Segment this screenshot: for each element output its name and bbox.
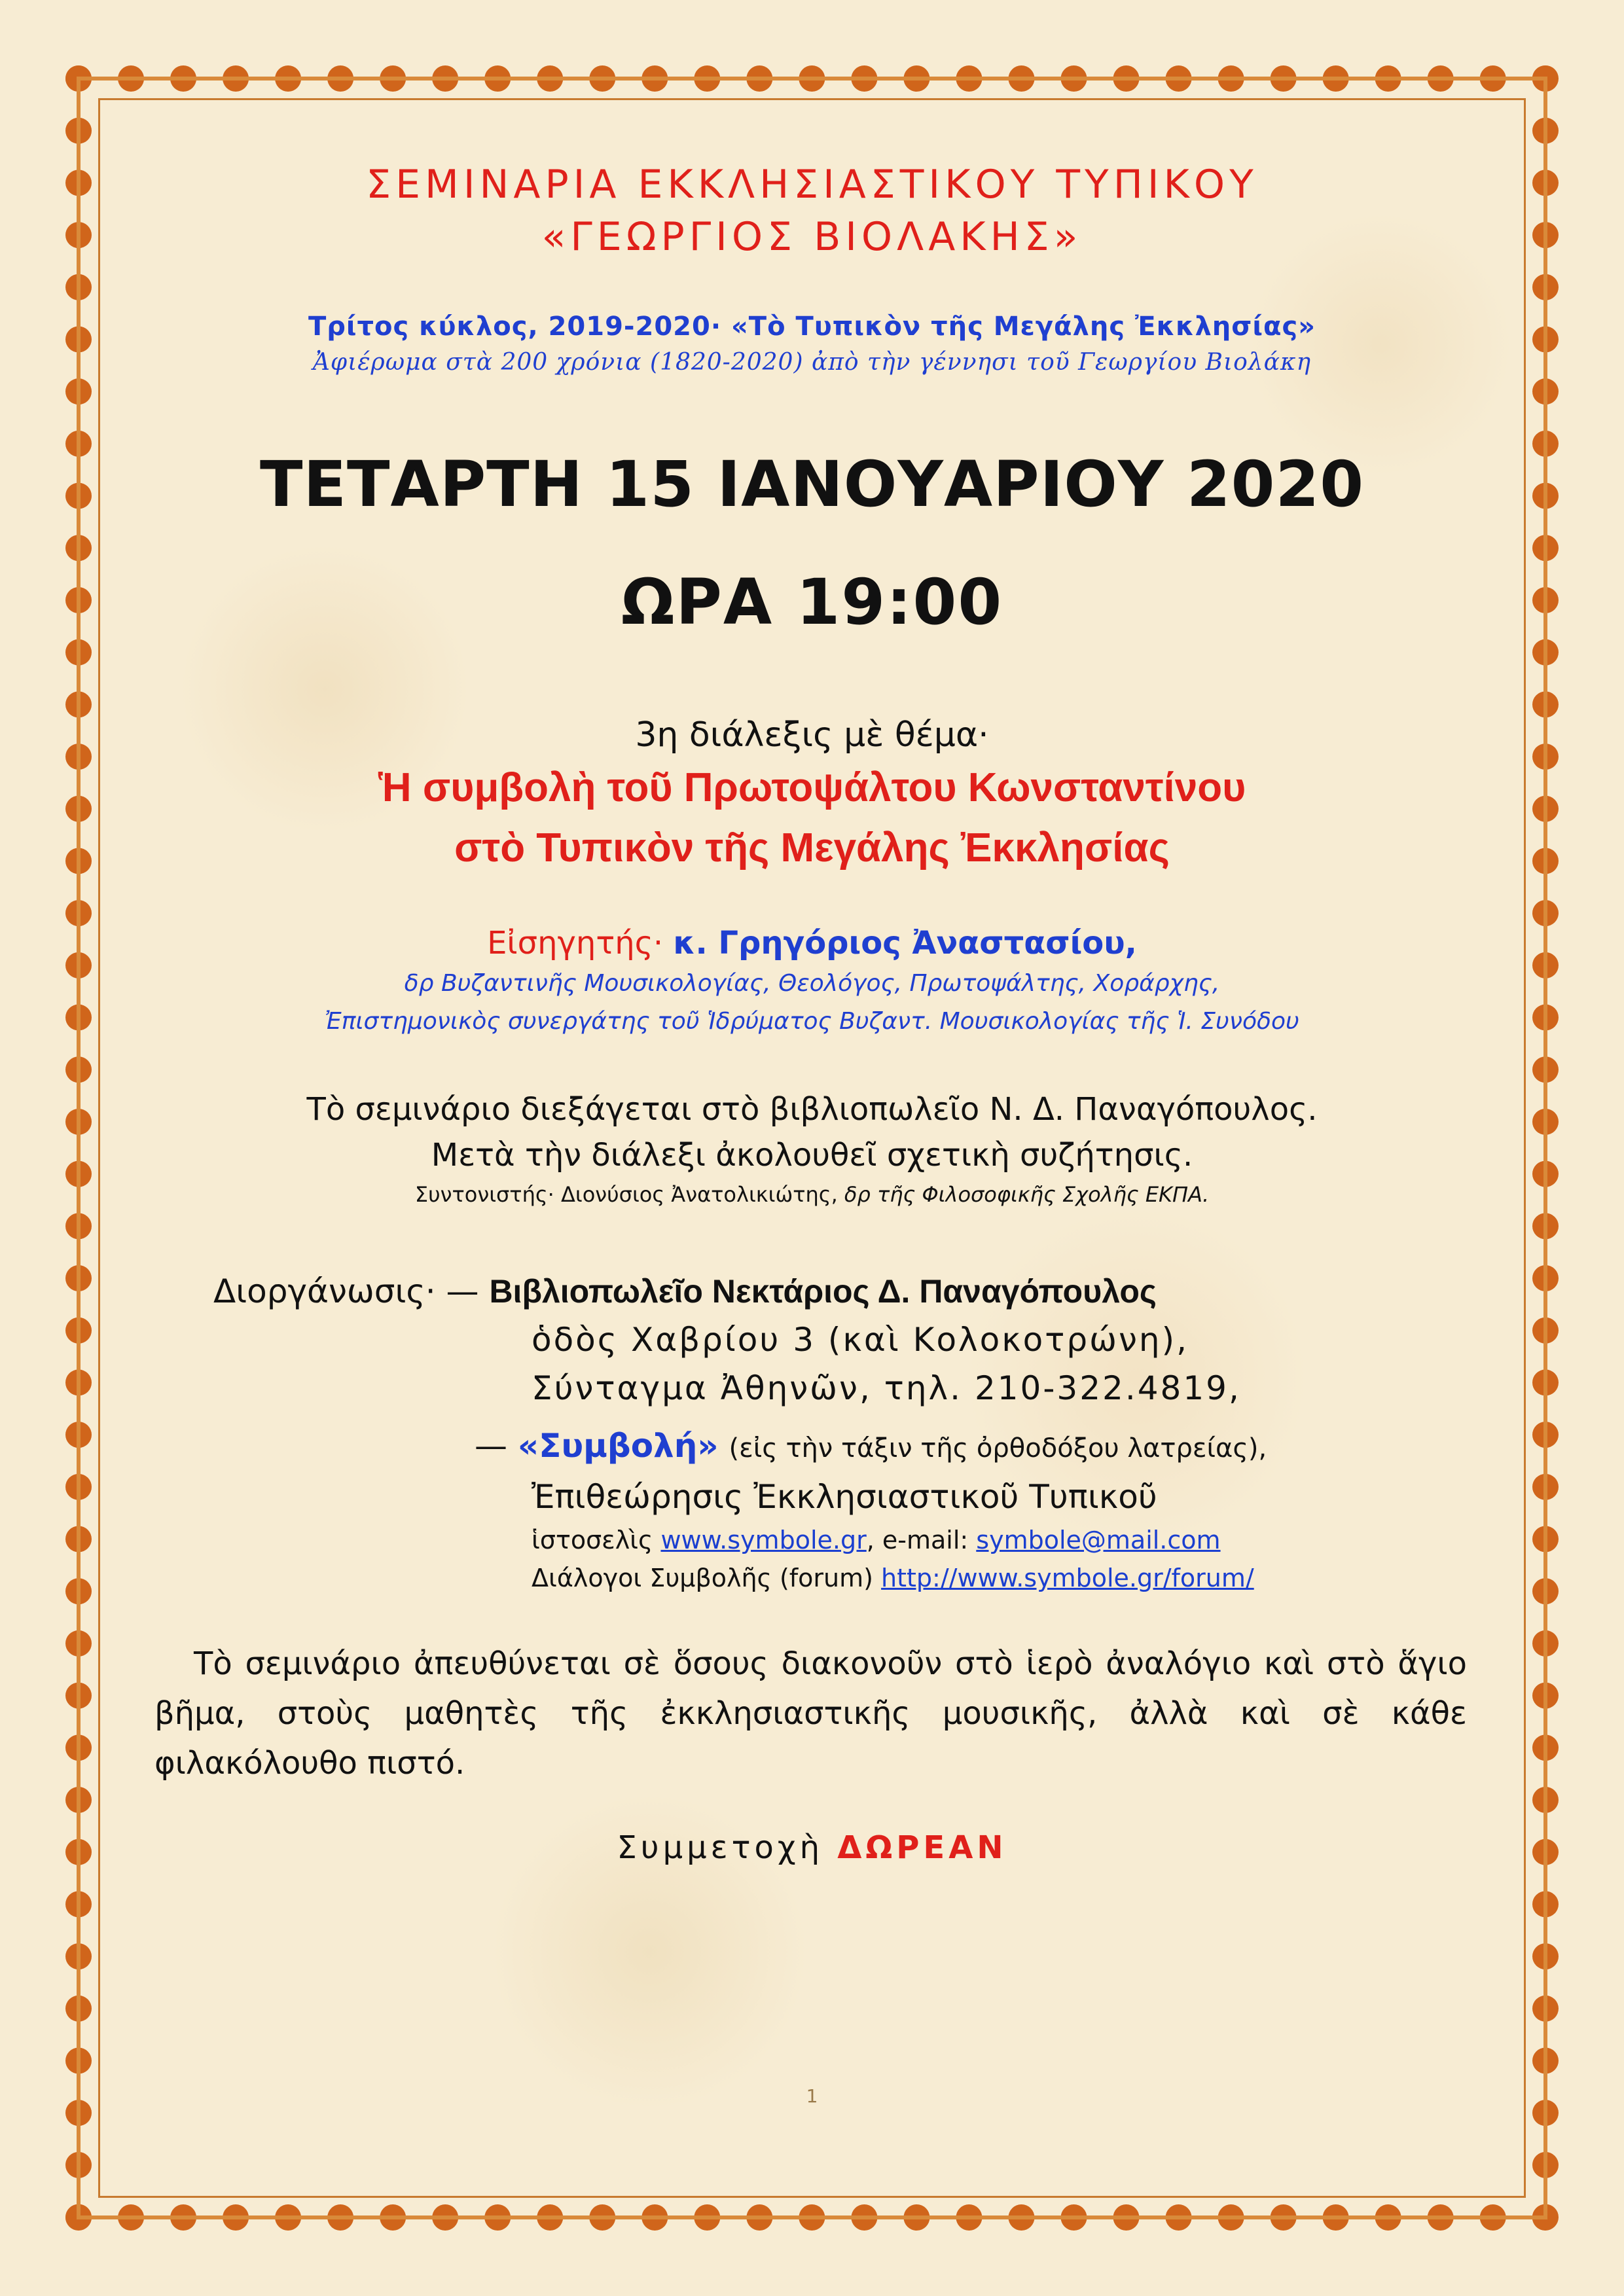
participation-value: ΔΩΡΕΑΝ (837, 1829, 1007, 1866)
moderator-line (131, 1178, 1493, 1211)
organizer2-description: (εἰς τὴν τάξιν τῆς ὀρθοδόξου λατρείας), (729, 1433, 1267, 1463)
lecture-title-line2: στὸ Τυπικὸν τῆς Μεγάλης Ἐκκλησίας (454, 825, 1170, 870)
participation-line (131, 1825, 1493, 1871)
organizer1-city: Σύνταγμα Ἀθηνῶν, τηλ. 210-322.4819, (532, 1369, 1241, 1407)
organizer2-dash: — (475, 1427, 507, 1465)
venue-line2: Μετὰ τὴν διάλεξι ἀκολουθεῖ σχετικὴ συζήτησις. (431, 1137, 1193, 1174)
moderator-title: δρ τῆς Φιλοσοφικῆς Σχολῆς ΕΚΠΑ. (844, 1182, 1210, 1207)
website-label: ἱστοσελὶς (532, 1526, 653, 1554)
speaker-name: κ. Γρηγόριος Ἀναστασίου, (673, 925, 1137, 961)
website-row (131, 1521, 1493, 1559)
forum-row (131, 1559, 1493, 1597)
speaker-credentials-line1: δρ Βυζαντινῆς Μουσικολογίας, Θεολόγος, Πρωτοψάλτης, Χοράρχης, (404, 970, 1220, 997)
seminar-title-line2: «ΓΕΩΡΓΙΟΣ ΒΙΟΛΑΚΗΣ» (541, 214, 1083, 260)
organizer-row-1 (131, 1267, 1493, 1316)
poster-content (131, 151, 1493, 2179)
series-subtitle: Τρίτος κύκλος, 2019-2020· «Τὸ Τυπικὸν τῆς Μεγάλης Ἐκκλησίας» (308, 312, 1316, 342)
speaker-label: Εἰσηγητής· (487, 925, 664, 961)
organizer2-subtitle: Ἐπιθεώρησις Ἐκκλησιαστικοῦ Τυπικοῦ (532, 1478, 1157, 1516)
email-link[interactable]: symbole@mail.com (976, 1526, 1221, 1554)
email-label: , e-mail: (866, 1526, 969, 1554)
audience-text: Τὸ σεμινάριο ἀπευθύνεται σὲ ὅσους διακονοῦν στὸ ἱερὸ ἀναλόγιο καὶ στὸ ἅγιο βῆμα, στοὺς μαθητὲς τῆς ἐκκλησιαστικῆς μουσικῆς, ἀλλὰ καὶ σὲ κάθε φιλακόλουθο πιστό. (154, 1645, 1467, 1782)
organizers-block (131, 1267, 1493, 1597)
organizer2-name: «Συμβολή» (517, 1427, 719, 1465)
audience-paragraph (131, 1639, 1493, 1788)
speaker-credentials-line2: Ἐπιστημονικὸς συνεργάτης τοῦ Ἱδρύματος Βυζαντ. Μουσικολογίας τῆς Ἱ. Συνόδου (325, 1008, 1299, 1035)
moderator-label: Συντονιστής· Διονύσιος Ἀνατολικιώτης, (414, 1182, 838, 1207)
organizer1-name: Βιβλιοπωλεῖο Νεκτάριος Δ. Παναγόπουλος (489, 1273, 1157, 1310)
seminar-title-line1: ΣΕΜΙΝΑΡΙΑ ΕΚΚΛΗΣΙΑΣΤΙΚΟΥ ΤΥΠΙΚΟΥ (366, 162, 1258, 207)
website-link[interactable]: www.symbole.gr (660, 1526, 867, 1554)
dedication-line: Ἀφιέρωμα στὰ 200 χρόνια (1820-2020) ἀπὸ τὴν γέννησι τοῦ Γεωργίου Βιολάκη (312, 349, 1312, 376)
lecture-number: 3η διάλεξις μὲ θέμα· (635, 715, 989, 755)
event-time: ΩΡΑ 19:00 (621, 565, 1003, 639)
organizers-label: Διοργάνωσις· — (213, 1272, 479, 1310)
page-number: 1 (806, 2085, 818, 2107)
event-date: ΤΕΤΑΡΤΗ 15 ΙΑΝΟΥΑΡΙΟΥ 2020 (259, 448, 1365, 521)
venue-line1: Τὸ σεμινάριο διεξάγεται στὸ βιβλιοπωλεῖο Ν. Δ. Παναγόπουλος. (306, 1091, 1318, 1128)
organizer-row-2 (131, 1422, 1493, 1473)
forum-label: Διάλογοι Συμβολῆς (forum) (532, 1564, 873, 1592)
forum-link[interactable]: http://www.symbole.gr/forum/ (881, 1564, 1254, 1592)
speaker-line (131, 922, 1493, 965)
lecture-title-line1: Ἡ συμβολὴ τοῦ Πρωτοψάλτου Κωνσταντίνου (378, 765, 1246, 810)
organizer1-address: ὁδὸς Χαβρίου 3 (καὶ Κολοκοτρώνη), (532, 1321, 1189, 1359)
participation-label: Συμμετοχὴ (617, 1829, 824, 1866)
